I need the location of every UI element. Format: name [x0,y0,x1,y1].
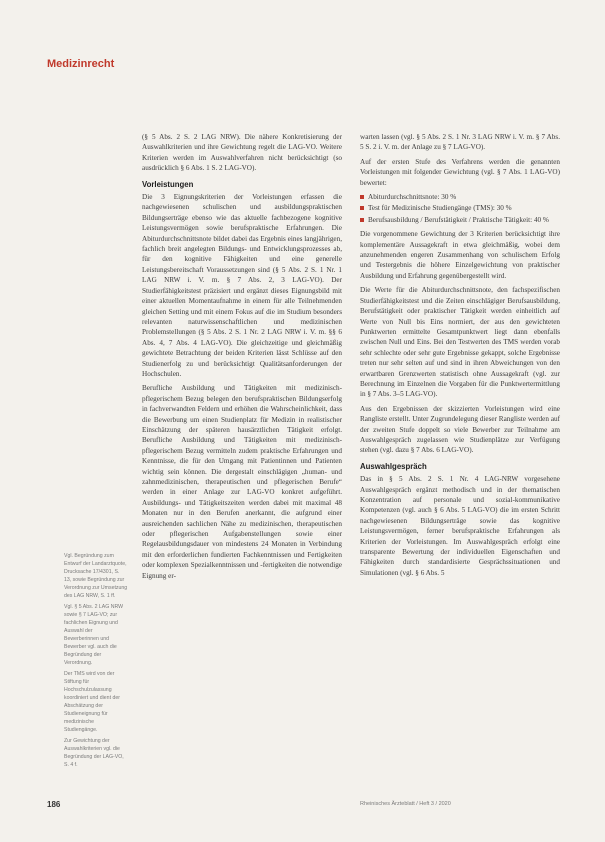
journal-footer: Rheinisches Ärzteblatt / Heft 3 / 2020 [360,801,451,807]
left-column [142,132,342,585]
paragraph: warten lassen (vgl. § 5 Abs. 2 S. 1 Nr. 3 LAG NRW i. V. m. § 7 Abs. 5 S. 2 i. V. m. der Anlage zu § 7 LAG-VO). [360,133,560,152]
weighting-list [360,192,560,225]
paragraph: (§ 5 Abs. 2 S. 2 LAG NRW). Die nähere Konkretisierung der Auswahlkriterien und ihre Gewichtung regelt die LAG-VO. Weitere Kriterien werden im Auswahlverfahren nicht berücksichtigt (so ausdrücklich § 6 Abs. 1 S. 2 LAG-VO). [142,133,342,173]
paragraph: Das in § 5 Abs. 2 S. 1 Nr. 4 LAG-NRW vorgesehene Auswahlgespräch ergänzt methodisch und in der thematischen Konzentration auf personale und sozial-kommunikative Kompetenzen (vgl. auch § 6 Abs. 5 LAG-VO) die im ersten Schritt nachgewiesenen Bildungserträge sowie das kognitive Leistungsvermögen, ferner berufspraktische Erfahrungen als Kriterien der Vorleistungen. Im Auswahlgespräch erfolgt eine transparente Bewertung der individuellen Eigenschaften und Fähigkeiten durch standardisierte Gesprächssituationen und Simulationen (vgl. § 6 Abs. 5 [360,475,560,577]
footnote: Der TMS wird von der Stiftung für Hochschulzulassung koordiniert und dient der Abschätzung der Studieneignung für medizinische Studiengänge. [64,671,120,733]
footnote: Zur Gewichtung der Auswahlkriterien vgl. die Begründung der LAG-VO, S. 4 f. [64,738,124,768]
paragraph: Auf der ersten Stufe des Verfahrens werden die genannten Vorleistungen mit folgender Gewichtung (vgl. § 7 Abs. 1 LAG-VO) bewertet: [360,157,560,187]
subheading-vorleistungen: Vorleistungen [142,179,194,189]
footnote: Vgl. Begründung zum Entwurf der Landarztquote, Drucksache 17/4301, S. 13, sowie Begründung zur Verordnung zur Umsetzung des LAG NRW, S. 1 ff. [64,553,128,599]
paragraph: Die vorgenommene Gewichtung der 3 Kriterien berücksichtigt ihre komplementäre Aussagekraft in etwa gleichmäßig, wobei dem anzunehmenden engeren Zusammenhang von schulischem Erfolg und Testergebnis die höhere Einzelgewichtung von praktischer Ausbildung und Erfahrung gegenübergestellt wird. [360,230,560,280]
paragraph: Berufliche Ausbildung und Tätigkeiten mit medizinisch-pflegerischem Bezug belegen den berufspraktischen Bildungserfolg in fachverwandten Feldern und erhöhen die Wahrscheinlichkeit, dass die Bewerbung um einen Studienplatz für Medizin in realistischer Einschätzung der späteren hausärztlichen Tätigkeit erfolgt. Berufliche Ausbildung und Tätigkeiten mit medizinisch-pflegerischem Bezug vermitteln zudem praktische Erfahrungen und Kenntnisse, die für den Umgang mit Patientinnen und Patienten wichtig sein können. Die dergestalt einschlägigen „human- und zahnmedizinischen, therapeutischen und pflegerischen Berufe“ werden in einer Anlage zur LAG-VO konkret aufgeführt. Ausbildungs- und Tätigkeitszeiten werden dabei mit maximal 48 Monaten nur in den Berufen anerkannt, die aufgrund einer ausreichenden sachlichen Nähe zu medizinischen, therapeutischen oder pflegerischen Aufgabenstellungen sowie einer Regelausbildungsdauer von mindestens 24 Monaten in Verbindung mit den erforderlichen fundierten Fachkenntnissen und Fertigkeiten oder komplexen Spezialkenntnissen und -fertigkeiten die notwendige Eignung er- [142,384,342,580]
section-label: Medizinrecht [47,58,115,70]
paragraph: Die Werte für die Abiturdurchschnittsnote, den fachspezifischen Studierfähigkeitstest und die Zeiten einschlägiger Berufsausbildung, Berufstätigkeit oder praktischer Tätigkeit werden einheitlich auf Werte von Null bis Eins normiert, der aus den gewichteten Punktwerten ermittelte Gesamtpunktwert liegt dann ebenfalls zwischen Null und Eins. Bei den Testwerten des TMS werden vorab sehr schlechte oder sehr gute Ergebnisse gekappt, solche Ergebnisse treten nur sehr selten auf und sind in ihren Abweichungen von den erwartbaren Grenzwerten statistisch ohne Aussagekraft (vgl. zur Berechnung im Einzelnen die Vorgaben für die Punktwertermittlung in § 7 Abs. 3–5 LAG-VO). [360,286,560,399]
list-item: Abiturdurchschnittsnote: 30 % [360,192,560,202]
list-item: Test für Medizinische Studiengänge (TMS): 30 % [360,203,560,213]
paragraph: Die 3 Eignungskriterien der Vorleistungen erfassen die nachgewiesenen schulischen und ausbildungspraktischen Bildungserträge ebenso wie das aktuelle fachbezogene kognitive Leistungsvermögen sowie berufspraktische Erfahrungen. Die Abiturdurchschnittsnote bildet dabei das Ergebnis eines langjährigen, fachlich breit angelegten Bildungs- und Entwicklungsprozesses ab, für den kognitive Fähigkeiten und eine generelle Leistungsbereitschaft Voraussetzungen sind (§ 5 Abs. 2 S. 1 Nr. 1 LAG NRW i. V. m. § 7 Abs. 2, 3 LAG-VO). Der Studierfähigkeitstest präzisiert und ergänzt dieses Eignungsbild mit einer aktuellen Momentaufnahme in einem für alle Teilnehmenden gleichen Setting und mit einem Fokus auf die im Studium besonders relevanten naturwissenschaftlichen und medizinischen Problemstellungen (§ 5 Abs. 2 S. 1 Nr. 2 LAG NRW i. V. m. §§ 6 Abs. 4, 7 Abs. 4 LAG-VO). Die gleichzeitige und gleichmäßig gewichtete Betrachtung der beiden Kriterien lässt Schlüsse auf den Studienerfolg zu und berücksichtigt Qualitätsanforderungen der Hochschulen. [142,193,342,378]
list-item: Berufsausbildung / Berufstätigkeit / Praktische Tätigkeit: 40 % [360,215,560,225]
page-number: 186 [47,800,61,809]
right-column [360,132,560,582]
paragraph: Aus den Ergebnissen der skizzierten Vorleistungen wird eine Rangliste erstellt. Unter Zugrundelegung dieser Rangliste werden auf der zweiten Stufe doppelt so viele Bewerber zur Teilnahme am Auswahlgespräch zugelassen wie Studienplätze zur Verfügung stehen (vgl. dazu § 7 Abs. 6 LAG-VO). [360,404,560,455]
subheading-auswahlgespraech: Auswahlgespräch [360,461,427,471]
footnote: Vgl. § 5 Abs. 2 LAG NRW sowie § 7 LAG-VO; zur fachlichen Eignung und Auswahl der Bewerberinnen und Bewerber vgl. auch die Begründung der Verordnung. [64,604,124,666]
footnotes [64,552,128,772]
